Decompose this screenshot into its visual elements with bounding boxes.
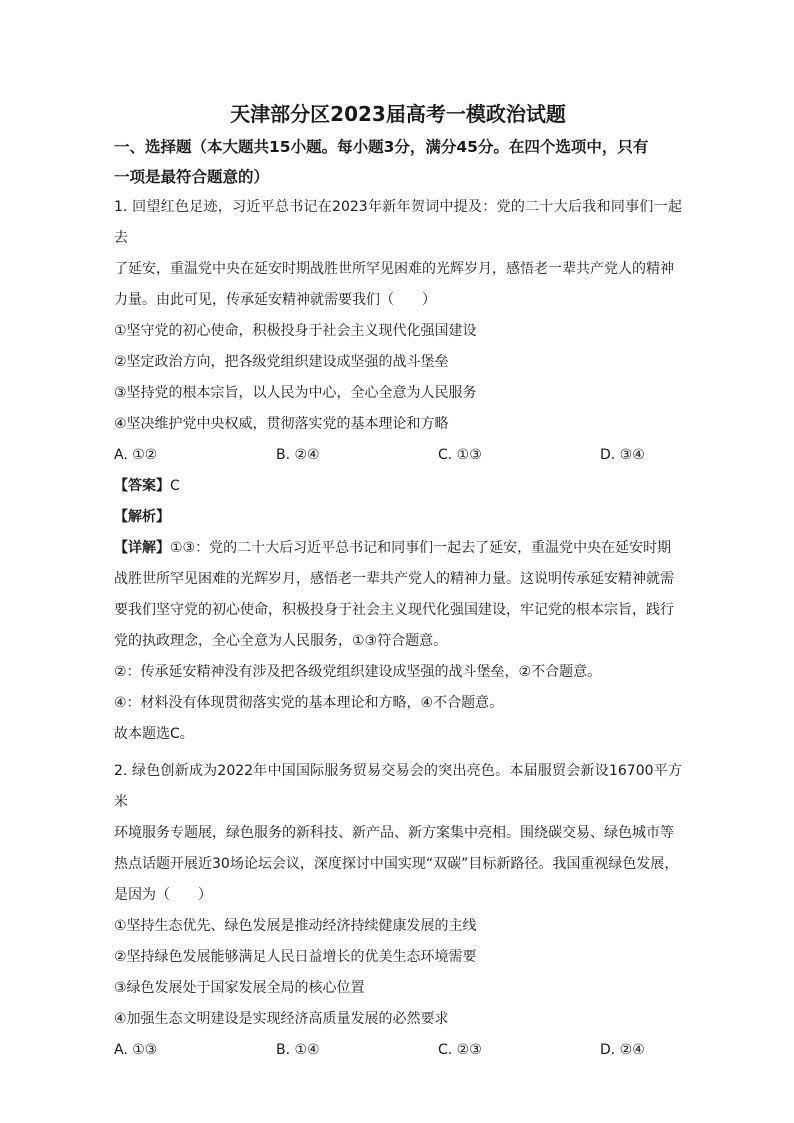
- answer-label: 【答案】: [114, 478, 170, 494]
- question-stem-line: 2. 绿色创新成为2022年中国国际服务贸易交易会的突出亮色。本届服贸会新设16700平方米: [114, 763, 682, 810]
- option-a: A. ①②: [114, 447, 158, 463]
- analysis-label: 【解析】: [114, 509, 170, 525]
- page-title: 天津部分区2023届高考一模政治试题: [230, 102, 566, 126]
- detail-line: 党的执政理念，全心全意为人民服务，①③符合题意。: [114, 633, 448, 649]
- statement: ①坚守党的初心使命，积极投身于社会主义现代化强国建设: [114, 323, 477, 339]
- statement: ④加强生态文明建设是实现经济高质量发展的必然要求: [114, 1011, 449, 1027]
- statement: ③绿色发展处于国家发展全局的核心位置: [114, 980, 365, 996]
- detail-label: 【详解】: [114, 540, 170, 556]
- option-d: D. ③④: [600, 447, 645, 463]
- question-stem-line: 了延安，重温党中央在延安时期战胜世所罕见困难的光辉岁月，感悟老一辈共产党人的精神: [114, 261, 674, 277]
- section-heading: [114, 132, 682, 192]
- answer-options: [114, 440, 682, 471]
- question-stem-line: 1. 回望红色足迹，习近平总书记在2023年新年贺词中提及：党的二十大后我和同事们一起去: [114, 199, 682, 246]
- detail-text: ①③：党的二十大后习近平总书记和同事们一起去了延安，重温党中央在延安时期: [170, 540, 672, 556]
- analysis-extra-line: ②：传承延安精神没有涉及把各级党组织建设成坚强的战斗堡垒，②不合题意。: [114, 664, 602, 680]
- answer-line: [114, 471, 682, 502]
- question-stem-line: 是因为（ ）: [114, 887, 212, 903]
- option-b: B. ①④: [276, 1042, 320, 1058]
- question-2: [114, 756, 682, 1066]
- question-stem-line: 热点话题开展近30场论坛会议，深度探讨中国实现“双碳”目标新路径。我国重视绿色发展，: [114, 856, 679, 872]
- analysis-extra-line: ④：材料没有体现贯彻落实党的基本理论和方略，④不合题意。: [114, 695, 504, 711]
- detail-line: [114, 533, 682, 564]
- detail-line: 战胜世所罕见困难的光辉岁月，感悟老一辈共产党人的精神力量。这说明传承延安精神就需: [114, 571, 674, 587]
- option-a: A. ①③: [114, 1042, 158, 1058]
- question-1: [114, 192, 682, 750]
- detail-line: 要我们坚守党的初心使命，积极投身于社会主义现代化强国建设，牢记党的根本宗旨，践行: [114, 602, 674, 618]
- statement: ①坚持生态优先、绿色发展是推动经济持续健康发展的主线: [114, 918, 477, 934]
- conclusion-line: 故本题选C。: [114, 726, 194, 742]
- statement: ②坚持绿色发展能够满足人民日益增长的优美生态环境需要: [114, 949, 477, 965]
- document-content: [114, 100, 682, 1066]
- answer-value: C: [170, 478, 180, 494]
- statement: ④坚决维护党中央权威，贯彻落实党的基本理论和方略: [114, 416, 449, 432]
- option-c: C. ①③: [438, 447, 482, 463]
- answer-options: [114, 1035, 682, 1066]
- statement: ③坚持党的根本宗旨，以人民为中心，全心全意为人民服务: [114, 385, 477, 401]
- question-stem-line: 环境服务专题展，绿色服务的新科技、新产品、新方案集中亮相。围绕碳交易、绿色城市等: [114, 825, 674, 841]
- option-d: D. ②④: [600, 1042, 645, 1058]
- section-heading-line: 一、选择题（本大题共15小题。每小题3分，满分45分。在四个选项中，只有: [114, 138, 649, 156]
- option-c: C. ②③: [438, 1042, 482, 1058]
- section-heading-line: 一项是最符合题意的）: [114, 168, 270, 186]
- option-b: B. ②④: [276, 447, 320, 463]
- statement: ②坚定政治方向，把各级党组织建设成坚强的战斗堡垒: [114, 354, 449, 370]
- question-stem-line: 力量。由此可见，传承延安精神就需要我们（ ）: [114, 292, 436, 308]
